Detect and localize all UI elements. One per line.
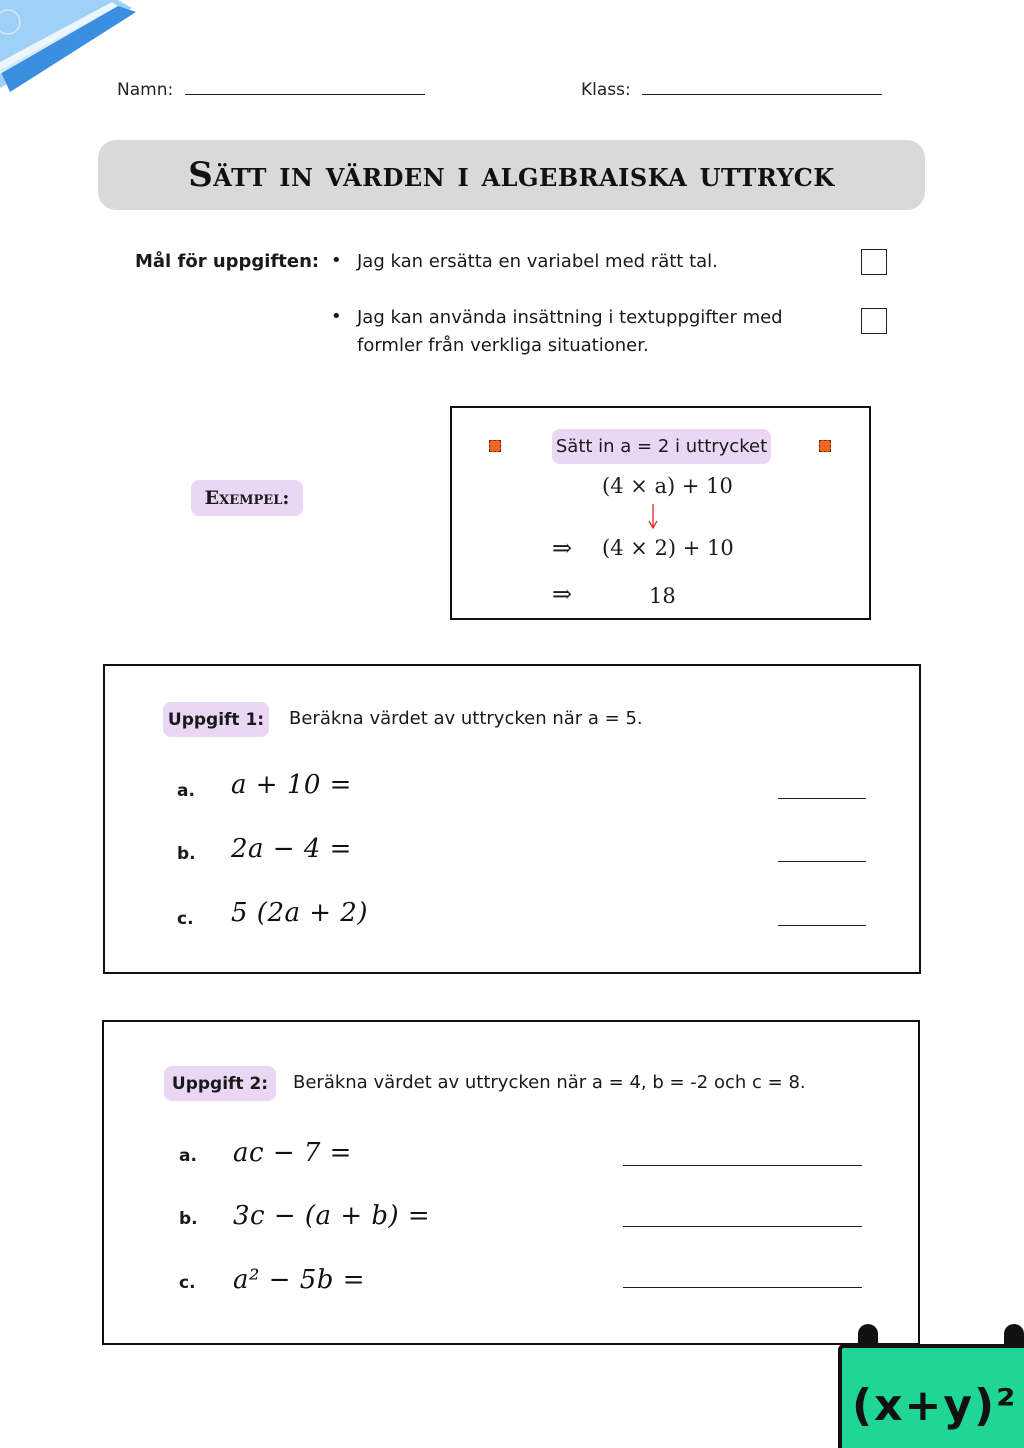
task-2-letter-c: c. xyxy=(179,1273,196,1293)
task-1-answer-b[interactable] xyxy=(778,861,866,862)
goal-item-1: Jag kan ersätta en variabel med rätt tal. xyxy=(357,251,718,272)
example-step-2: (4 × 2) + 10 xyxy=(602,536,734,560)
task-2-letter-b: b. xyxy=(179,1209,198,1229)
goal-bullet-2: • xyxy=(331,306,342,327)
task-1-answer-c[interactable] xyxy=(778,925,866,926)
task-2-instruction: Beräkna värdet av uttrycken när a = 4, b = -2 och c = 8. xyxy=(293,1072,806,1093)
task-1-answer-a[interactable] xyxy=(778,798,866,799)
title-bar xyxy=(98,140,925,210)
task-2-box xyxy=(102,1020,920,1345)
task-2-label: Uppgift 2: xyxy=(164,1066,276,1101)
task-1-box xyxy=(103,664,921,974)
down-arrow-icon xyxy=(648,504,658,530)
task-1-expr-b: 2a − 4 = xyxy=(231,834,352,864)
task-2-letter-a: a. xyxy=(179,1146,197,1166)
class-blank[interactable] xyxy=(642,94,882,95)
name-field[interactable] xyxy=(117,80,425,100)
task-2-answer-c[interactable] xyxy=(623,1287,862,1288)
example-label: Exempel: xyxy=(191,480,303,516)
task-1-label: Uppgift 1: xyxy=(163,702,269,737)
example-step-3: 18 xyxy=(649,584,676,608)
task-1-letter-c: c. xyxy=(177,909,194,929)
goal-checkbox-2[interactable] xyxy=(861,308,887,334)
board-formula: (x+y)² xyxy=(852,1380,1018,1431)
task-2-expr-a: ac − 7 = xyxy=(233,1138,352,1168)
page-title: Sätt in värden i algebraiska uttryck xyxy=(188,155,835,195)
task-2-expr-b: 3c − (a + b) = xyxy=(233,1201,431,1231)
task-1-expr-c: 5 (2a + 2) xyxy=(231,898,368,928)
example-step-1: (4 × a) + 10 xyxy=(602,474,733,498)
task-1-letter-a: a. xyxy=(177,781,195,801)
handle-right-icon xyxy=(819,440,831,452)
task-2-expr-c: a² − 5b = xyxy=(233,1265,365,1295)
class-field[interactable] xyxy=(581,80,882,100)
goal-checkbox-1[interactable] xyxy=(861,249,887,275)
task-2-answer-b[interactable] xyxy=(623,1226,862,1227)
implies-icon: ⇒ xyxy=(552,534,573,562)
example-instruction: Sätt in a = 2 i uttrycket xyxy=(552,429,771,464)
class-label: Klass: xyxy=(581,80,631,100)
task-1-letter-b: b. xyxy=(177,844,196,864)
example-box xyxy=(450,406,871,620)
goals-label: Mål för uppgiften: xyxy=(135,251,320,272)
task-1-expr-a: a + 10 = xyxy=(231,770,352,800)
goal-item-2: Jag kan använda insättning i textuppgifter med formler från verkliga situationer. xyxy=(357,307,783,356)
goal-bullet-1: • xyxy=(331,250,342,271)
task-2-answer-a[interactable] xyxy=(623,1165,862,1166)
handle-left-icon xyxy=(489,440,501,452)
name-label: Namn: xyxy=(117,80,174,100)
implies-icon: ⇒ xyxy=(552,580,573,608)
task-1-instruction: Beräkna värdet av uttrycken när a = 5. xyxy=(289,708,643,729)
formula-board xyxy=(836,1320,1024,1448)
name-blank[interactable] xyxy=(185,94,425,95)
